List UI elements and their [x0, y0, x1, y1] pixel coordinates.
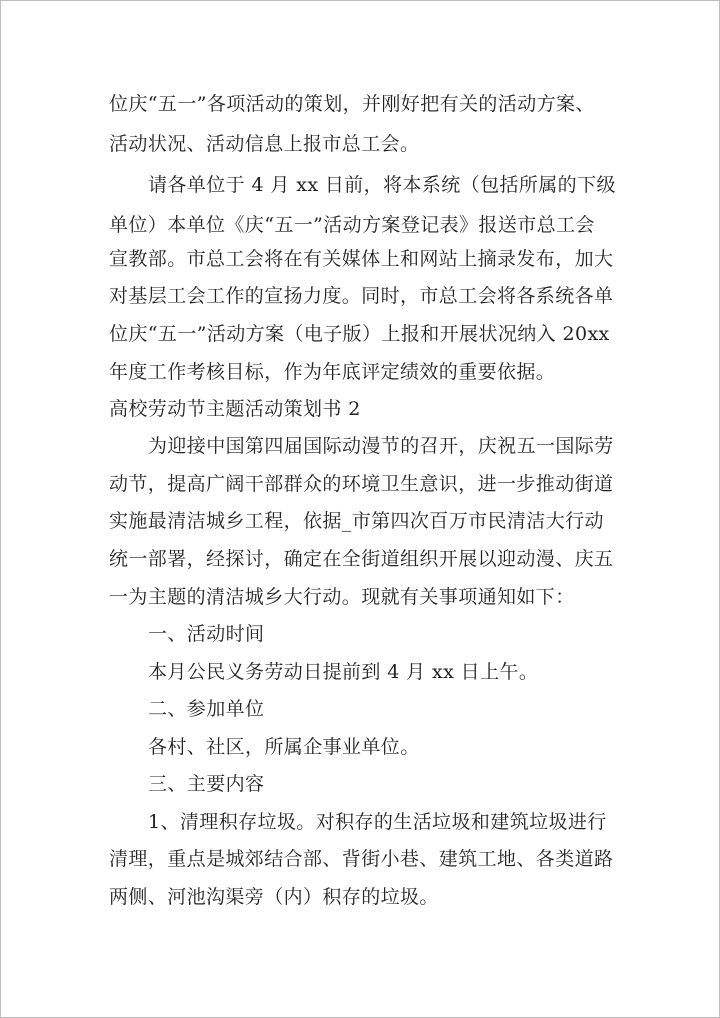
- paragraph-line: 单位）本单位《庆“五一”活动方案登记表》报送市总工会: [109, 214, 595, 236]
- paragraph-line: 年度工作考核目标，作为年底评定绩效的重要依据。: [109, 361, 556, 383]
- paragraph-line: 请各单位于 4 月 xx 日前，将本系统（包括所属的下级: [148, 174, 616, 196]
- paragraph-line: 各村、社区，所属企事业单位。: [148, 736, 420, 758]
- section-heading: 高校劳动节主题活动策划书 2: [109, 398, 361, 420]
- paragraph-line: 为迎接中国第四届国际动漫节的召开，庆祝五一国际劳: [148, 435, 614, 457]
- paragraph-line: 位庆“五一”各项活动的策划，并刚好把有关的活动方案、: [109, 93, 595, 115]
- paragraph-line: 一为主题的清洁城乡大行动。现就有关事项通知如下：: [109, 586, 575, 608]
- paragraph-line: 动节，提高广阔干部群众的环境卫生意识，进一步推动街道: [109, 473, 614, 495]
- paragraph-line: 两侧、河池沟渠旁（内）积存的垃圾。: [109, 886, 439, 908]
- subheading-main-content: 三、主要内容: [148, 773, 265, 795]
- paragraph-line: 对基层工会工作的宣扬力度。同时，市总工会将各系统各单: [109, 285, 614, 307]
- subheading-activity-time: 一、活动时间: [148, 623, 265, 645]
- subheading-participants: 二、参加单位: [148, 698, 265, 720]
- paragraph-line: 1、清理积存垃圾。对积存的生活垃圾和建筑垃圾进行: [148, 811, 607, 833]
- paragraph-line: 统一部署，经探讨，确定在全街道组织开展以迎动漫、庆五: [109, 548, 614, 570]
- paragraph-line: 本月公民义务劳动日提前到 4 月 xx 日上午。: [148, 661, 539, 683]
- paragraph-line: 位庆“五一”活动方案（电子版）上报和开展状况纳入 20xx: [109, 323, 610, 345]
- paragraph-line: 实施最清洁城乡工程，依据_市第四次百万市民清洁大行动: [109, 510, 604, 532]
- paragraph-line: 清理，重点是城郊结合部、背街小巷、建筑工地、各类道路: [109, 848, 614, 870]
- paragraph-line: 活动状况、活动信息上报市总工会。: [109, 133, 420, 155]
- paragraph-line: 宣教部。市总工会将在有关媒体上和网站上摘录发布，加大: [109, 248, 614, 270]
